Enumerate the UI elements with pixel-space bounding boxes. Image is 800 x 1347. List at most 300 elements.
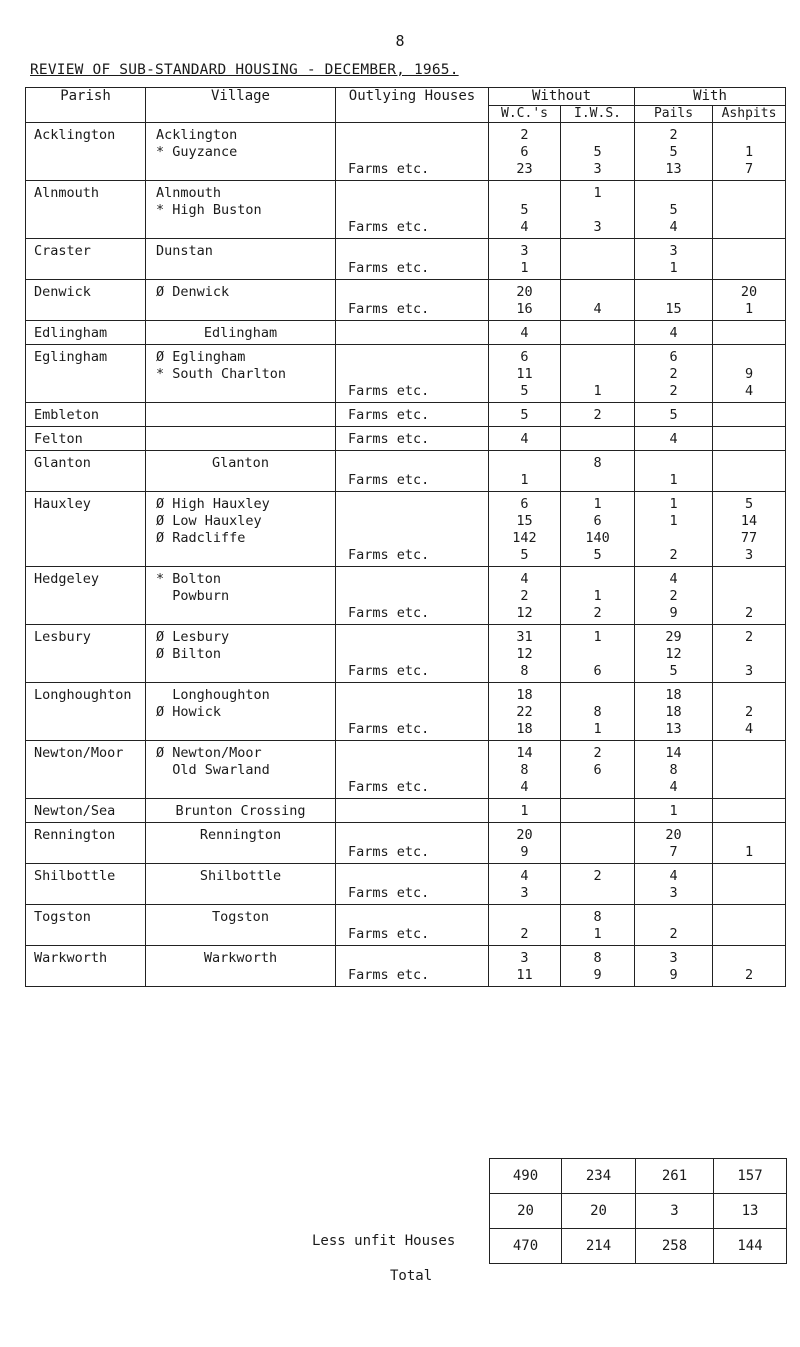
ashpits-value: 1 xyxy=(744,301,754,317)
pails-value: 2 xyxy=(669,127,678,143)
parish-cell xyxy=(26,683,146,741)
pails-value: 2 xyxy=(669,588,678,604)
wcs-value xyxy=(489,455,560,472)
ashpits-cell xyxy=(713,567,786,625)
village-cell xyxy=(146,345,336,403)
wcs-value: 18 xyxy=(516,721,533,737)
wcs-cell xyxy=(489,403,561,427)
iws-value: 8 xyxy=(593,909,602,925)
outlying-cell xyxy=(336,905,489,946)
wcs-cell xyxy=(489,451,561,492)
ashpits-value: 3 xyxy=(744,663,754,679)
outlying-value: Farms etc. xyxy=(348,967,430,983)
outlying-value xyxy=(336,704,488,721)
iws-cell xyxy=(561,427,635,451)
pails-value: 29 xyxy=(665,629,682,645)
pails-value: 5 xyxy=(669,663,678,679)
village-value: * South Charlton xyxy=(156,366,287,382)
outlying-cell xyxy=(336,280,489,321)
wcs-value: 1 xyxy=(520,803,529,819)
pails-value: 13 xyxy=(665,721,682,737)
outlying-value xyxy=(336,646,488,663)
iws-value xyxy=(561,827,634,844)
village-value xyxy=(146,967,335,984)
wcs-cell xyxy=(489,321,561,345)
outlying-value: Farms etc. xyxy=(348,721,430,737)
village-cell xyxy=(146,123,336,181)
ashpits-cell xyxy=(713,427,786,451)
total-cell: 214 xyxy=(562,1229,636,1264)
totals-table xyxy=(489,1158,787,1264)
pails-value: 15 xyxy=(665,301,682,317)
parish-cell xyxy=(26,864,146,905)
iws-value: 6 xyxy=(593,663,602,679)
wcs-value: 8 xyxy=(520,762,529,778)
parish-cell xyxy=(26,321,146,345)
pails-value: 9 xyxy=(669,967,678,983)
ashpits-value xyxy=(713,571,785,588)
wcs-cell xyxy=(489,492,561,567)
village-value: * Guyzance xyxy=(156,144,238,160)
ashpits-cell xyxy=(713,741,786,799)
iws-cell xyxy=(561,683,635,741)
header-iws: I.W.S. xyxy=(561,106,635,123)
wcs-value: 3 xyxy=(520,885,529,901)
parish-cell xyxy=(26,123,146,181)
less-unfit-row xyxy=(490,1194,787,1229)
outlying-cell xyxy=(336,567,489,625)
ashpits-value: 5 xyxy=(744,496,754,512)
ashpits-cell xyxy=(713,492,786,567)
iws-value xyxy=(561,687,634,704)
pails-cell xyxy=(635,683,713,741)
wcs-cell xyxy=(489,345,561,403)
parish-group xyxy=(26,683,786,741)
iws-value xyxy=(561,472,634,489)
ashpits-value xyxy=(713,472,785,489)
header-without: Without xyxy=(489,88,635,106)
ashpits-value: 3 xyxy=(744,547,754,563)
pails-value xyxy=(635,185,712,202)
outlying-value: Farms etc. xyxy=(348,885,430,901)
ashpits-value xyxy=(713,243,785,260)
ashpits-value: 1 xyxy=(744,844,754,860)
wcs-value: 6 xyxy=(520,144,529,160)
outlying-cell xyxy=(336,864,489,905)
parish-name: Rennington xyxy=(34,827,116,843)
parish-cell xyxy=(26,239,146,280)
pails-value: 14 xyxy=(665,745,682,761)
wcs-value xyxy=(489,909,560,926)
outlying-value xyxy=(336,571,488,588)
pails-value: 4 xyxy=(669,431,678,447)
table-header xyxy=(26,88,786,123)
ashpits-value xyxy=(713,185,785,202)
ashpits-cell xyxy=(713,403,786,427)
table-row xyxy=(26,567,786,625)
village-cell xyxy=(146,239,336,280)
wcs-cell xyxy=(489,567,561,625)
outlying-value xyxy=(336,366,488,383)
wcs-value: 4 xyxy=(520,431,529,447)
outlying-value: Farms etc. xyxy=(348,161,430,177)
iws-value xyxy=(561,243,634,260)
village-value xyxy=(146,721,335,738)
pails-value: 1 xyxy=(669,472,678,488)
ashpits-cell xyxy=(713,799,786,823)
ashpits-cell xyxy=(713,905,786,946)
outlying-value: Farms etc. xyxy=(348,663,430,679)
iws-cell xyxy=(561,741,635,799)
village-value: Ø Radcliffe xyxy=(156,530,246,546)
village-value xyxy=(146,926,335,943)
parish-cell xyxy=(26,345,146,403)
pails-cell xyxy=(635,905,713,946)
parish-cell xyxy=(26,181,146,239)
page-number: 8 xyxy=(395,32,405,50)
wcs-cell xyxy=(489,905,561,946)
village-value: Ø Denwick xyxy=(156,284,230,300)
village-value: Edlingham xyxy=(203,325,278,341)
outlying-value xyxy=(336,803,488,820)
iws-value: 5 xyxy=(593,144,602,160)
parish-group xyxy=(26,905,786,946)
parish-name: Felton xyxy=(34,431,83,447)
village-cell xyxy=(146,683,336,741)
iws-value: 9 xyxy=(593,967,602,983)
ashpits-value xyxy=(713,868,785,885)
parish-group xyxy=(26,799,786,823)
parish-name: Edlingham xyxy=(34,325,108,341)
village-cell xyxy=(146,823,336,864)
village-value xyxy=(146,260,335,277)
ashpits-value xyxy=(713,762,785,779)
wcs-cell xyxy=(489,946,561,987)
ashpits-value: 77 xyxy=(740,530,758,546)
wcs-value: 2 xyxy=(520,588,529,604)
iws-value xyxy=(561,844,634,861)
outlying-value xyxy=(336,868,488,885)
pails-value: 2 xyxy=(669,926,678,942)
parish-name: Hedgeley xyxy=(34,571,100,587)
outlying-cell xyxy=(336,239,489,280)
ashpits-cell xyxy=(713,451,786,492)
village-value: Ø Eglingham xyxy=(156,349,246,365)
wcs-value: 1 xyxy=(520,472,529,488)
parish-cell xyxy=(26,492,146,567)
table-row xyxy=(26,905,786,946)
iws-value: 1 xyxy=(593,383,602,399)
outlying-cell xyxy=(336,823,489,864)
header-wcs: W.C.'s xyxy=(489,106,561,123)
ashpits-value xyxy=(713,646,785,663)
table-row xyxy=(26,345,786,403)
outlying-cell xyxy=(336,345,489,403)
table-row xyxy=(26,741,786,799)
parish-name: Togston xyxy=(34,909,91,925)
iws-cell xyxy=(561,321,635,345)
total-label: Total xyxy=(390,1268,433,1284)
outlying-value xyxy=(336,202,488,219)
table-row xyxy=(26,280,786,321)
iws-cell xyxy=(561,905,635,946)
sum-cell: 234 xyxy=(562,1159,636,1194)
iws-cell xyxy=(561,403,635,427)
ashpits-value: 4 xyxy=(744,383,754,399)
iws-value: 3 xyxy=(593,219,602,235)
iws-value: 2 xyxy=(593,868,602,884)
wcs-value: 23 xyxy=(516,161,533,177)
pails-value: 13 xyxy=(665,161,682,177)
parish-group xyxy=(26,451,786,492)
housing-table xyxy=(25,87,786,987)
wcs-value: 11 xyxy=(516,366,533,382)
ashpits-value: 20 xyxy=(740,284,758,300)
less-cell: 13 xyxy=(714,1194,787,1229)
iws-cell xyxy=(561,181,635,239)
ashpits-cell xyxy=(713,946,786,987)
parish-cell xyxy=(26,451,146,492)
pails-value: 12 xyxy=(665,646,682,662)
outlying-value xyxy=(336,243,488,260)
iws-value xyxy=(561,779,634,796)
village-value xyxy=(146,547,335,564)
ashpits-value xyxy=(713,349,785,366)
ashpits-cell xyxy=(713,280,786,321)
table-row xyxy=(26,799,786,823)
wcs-value: 1 xyxy=(520,260,529,276)
wcs-value: 4 xyxy=(520,219,529,235)
parish-name: Longhoughton xyxy=(34,687,132,703)
parish-name: Warkworth xyxy=(34,950,108,966)
ashpits-cell xyxy=(713,239,786,280)
outlying-value xyxy=(336,513,488,530)
iws-value xyxy=(561,349,634,366)
table-row xyxy=(26,239,786,280)
ashpits-value xyxy=(713,687,785,704)
ashpits-cell xyxy=(713,123,786,181)
iws-value xyxy=(561,885,634,902)
outlying-value: Farms etc. xyxy=(348,605,430,621)
parish-group xyxy=(26,427,786,451)
outlying-cell xyxy=(336,427,489,451)
pails-cell xyxy=(635,321,713,345)
iws-value: 5 xyxy=(593,547,602,563)
village-value: Ø Newton/Moor xyxy=(156,745,262,761)
village-value: Acklington xyxy=(156,127,238,143)
outlying-cell xyxy=(336,683,489,741)
parish-group xyxy=(26,741,786,799)
outlying-cell xyxy=(336,181,489,239)
outlying-cell xyxy=(336,625,489,683)
iws-cell xyxy=(561,946,635,987)
less-cell: 3 xyxy=(636,1194,714,1229)
header-pails: Pails xyxy=(635,106,713,123)
parish-name: Newton/Sea xyxy=(34,803,116,819)
outlying-value xyxy=(336,588,488,605)
village-value: Dunstan xyxy=(156,243,213,259)
village-cell xyxy=(146,946,336,987)
sum-row xyxy=(490,1159,787,1194)
iws-value xyxy=(561,284,634,301)
parish-cell xyxy=(26,280,146,321)
parish-cell xyxy=(26,403,146,427)
table-row xyxy=(26,321,786,345)
wcs-cell xyxy=(489,239,561,280)
table-row xyxy=(26,823,786,864)
ashpits-cell xyxy=(713,181,786,239)
page-title: REVIEW OF SUB-STANDARD HOUSING - DECEMBER, 1965. xyxy=(30,62,459,78)
ashpits-value xyxy=(713,909,785,926)
outlying-value: Farms etc. xyxy=(348,547,430,563)
wcs-value: 5 xyxy=(520,202,529,218)
wcs-cell xyxy=(489,864,561,905)
outlying-value: Farms etc. xyxy=(348,219,430,235)
wcs-value: 12 xyxy=(516,605,533,621)
wcs-value: 5 xyxy=(520,407,529,423)
wcs-value: 12 xyxy=(516,646,533,662)
village-value: Togston xyxy=(212,909,269,925)
outlying-value: Farms etc. xyxy=(348,383,430,399)
parish-name: Hauxley xyxy=(34,496,91,512)
iws-cell xyxy=(561,123,635,181)
outlying-value: Farms etc. xyxy=(348,926,430,942)
village-value xyxy=(146,779,335,796)
iws-cell xyxy=(561,799,635,823)
village-cell xyxy=(146,427,336,451)
outlying-cell xyxy=(336,451,489,492)
village-value xyxy=(146,301,335,318)
header-ashpits: Ashpits xyxy=(713,106,786,123)
village-value: * High Buston xyxy=(156,202,262,218)
parish-group xyxy=(26,625,786,683)
outlying-cell xyxy=(336,492,489,567)
wcs-value: 9 xyxy=(520,844,529,860)
village-value: * Bolton xyxy=(156,571,222,587)
wcs-value: 6 xyxy=(520,349,529,365)
wcs-value: 142 xyxy=(512,530,537,546)
pails-value: 5 xyxy=(669,407,678,423)
pails-value: 1 xyxy=(669,803,678,819)
header-village: Village xyxy=(146,88,336,123)
pails-cell xyxy=(635,427,713,451)
iws-value: 1 xyxy=(593,496,602,512)
ashpits-value xyxy=(713,127,785,144)
village-cell xyxy=(146,451,336,492)
less-cell: 20 xyxy=(562,1194,636,1229)
outlying-value xyxy=(336,827,488,844)
village-value xyxy=(146,663,335,680)
parish-name: Glanton xyxy=(34,455,91,471)
less-unfit-label: Less unfit Houses xyxy=(312,1233,456,1249)
iws-value: 1 xyxy=(593,185,602,201)
iws-value: 8 xyxy=(593,455,602,471)
header-outlying-houses: Outlying Houses xyxy=(336,88,489,123)
iws-value xyxy=(561,571,634,588)
ashpits-value: 2 xyxy=(744,967,754,983)
iws-value: 3 xyxy=(593,161,602,177)
parish-cell xyxy=(26,905,146,946)
ashpits-value xyxy=(713,588,785,605)
wcs-value: 16 xyxy=(516,301,533,317)
pails-cell xyxy=(635,823,713,864)
outlying-value xyxy=(336,762,488,779)
pails-value: 4 xyxy=(669,779,678,795)
ashpits-value xyxy=(713,202,785,219)
pails-cell xyxy=(635,403,713,427)
outlying-value: Farms etc. xyxy=(348,260,430,276)
iws-value: 4 xyxy=(593,301,602,317)
ashpits-value xyxy=(713,950,785,967)
total-cell: 258 xyxy=(636,1229,714,1264)
wcs-value: 20 xyxy=(516,284,533,300)
outlying-value xyxy=(336,144,488,161)
parish-group xyxy=(26,492,786,567)
table-row xyxy=(26,683,786,741)
parish-cell xyxy=(26,427,146,451)
pails-cell xyxy=(635,451,713,492)
table-row xyxy=(26,181,786,239)
iws-cell xyxy=(561,451,635,492)
parish-name: Craster xyxy=(34,243,91,259)
ashpits-cell xyxy=(713,864,786,905)
outlying-value xyxy=(336,909,488,926)
village-value xyxy=(146,885,335,902)
outlying-value xyxy=(336,349,488,366)
outlying-value xyxy=(336,496,488,513)
wcs-value: 11 xyxy=(516,967,533,983)
ashpits-value xyxy=(713,219,785,236)
iws-value: 8 xyxy=(593,704,602,720)
outlying-value: Farms etc. xyxy=(348,301,430,317)
total-cell: 144 xyxy=(714,1229,787,1264)
iws-value: 1 xyxy=(593,629,602,645)
table-row xyxy=(26,427,786,451)
village-cell xyxy=(146,321,336,345)
pails-cell xyxy=(635,625,713,683)
iws-value: 6 xyxy=(593,762,602,778)
village-cell xyxy=(146,280,336,321)
outlying-value: Farms etc. xyxy=(348,431,430,447)
wcs-value: 4 xyxy=(520,571,529,587)
parish-name: Acklington xyxy=(34,127,116,143)
parish-name: Shilbottle xyxy=(34,868,116,884)
village-value: Alnmouth xyxy=(156,185,222,201)
ashpits-cell xyxy=(713,823,786,864)
wcs-value: 5 xyxy=(520,547,529,563)
pails-value xyxy=(635,284,712,301)
pails-value: 7 xyxy=(669,844,678,860)
iws-value xyxy=(561,260,634,277)
pails-cell xyxy=(635,864,713,905)
iws-value xyxy=(561,127,634,144)
parish-group xyxy=(26,181,786,239)
village-value: Longhoughton xyxy=(156,687,270,703)
wcs-cell xyxy=(489,799,561,823)
village-cell xyxy=(146,905,336,946)
pails-value: 1 xyxy=(669,260,678,276)
iws-value: 6 xyxy=(593,513,602,529)
header-parish: Parish xyxy=(26,88,146,123)
ashpits-value xyxy=(713,803,785,820)
pails-value: 3 xyxy=(669,243,678,259)
table-row xyxy=(26,864,786,905)
village-value xyxy=(146,605,335,622)
parish-name: Embleton xyxy=(34,407,100,423)
pails-value: 6 xyxy=(669,349,678,365)
village-value: Ø High Hauxley xyxy=(156,496,270,512)
iws-value: 1 xyxy=(593,926,602,942)
